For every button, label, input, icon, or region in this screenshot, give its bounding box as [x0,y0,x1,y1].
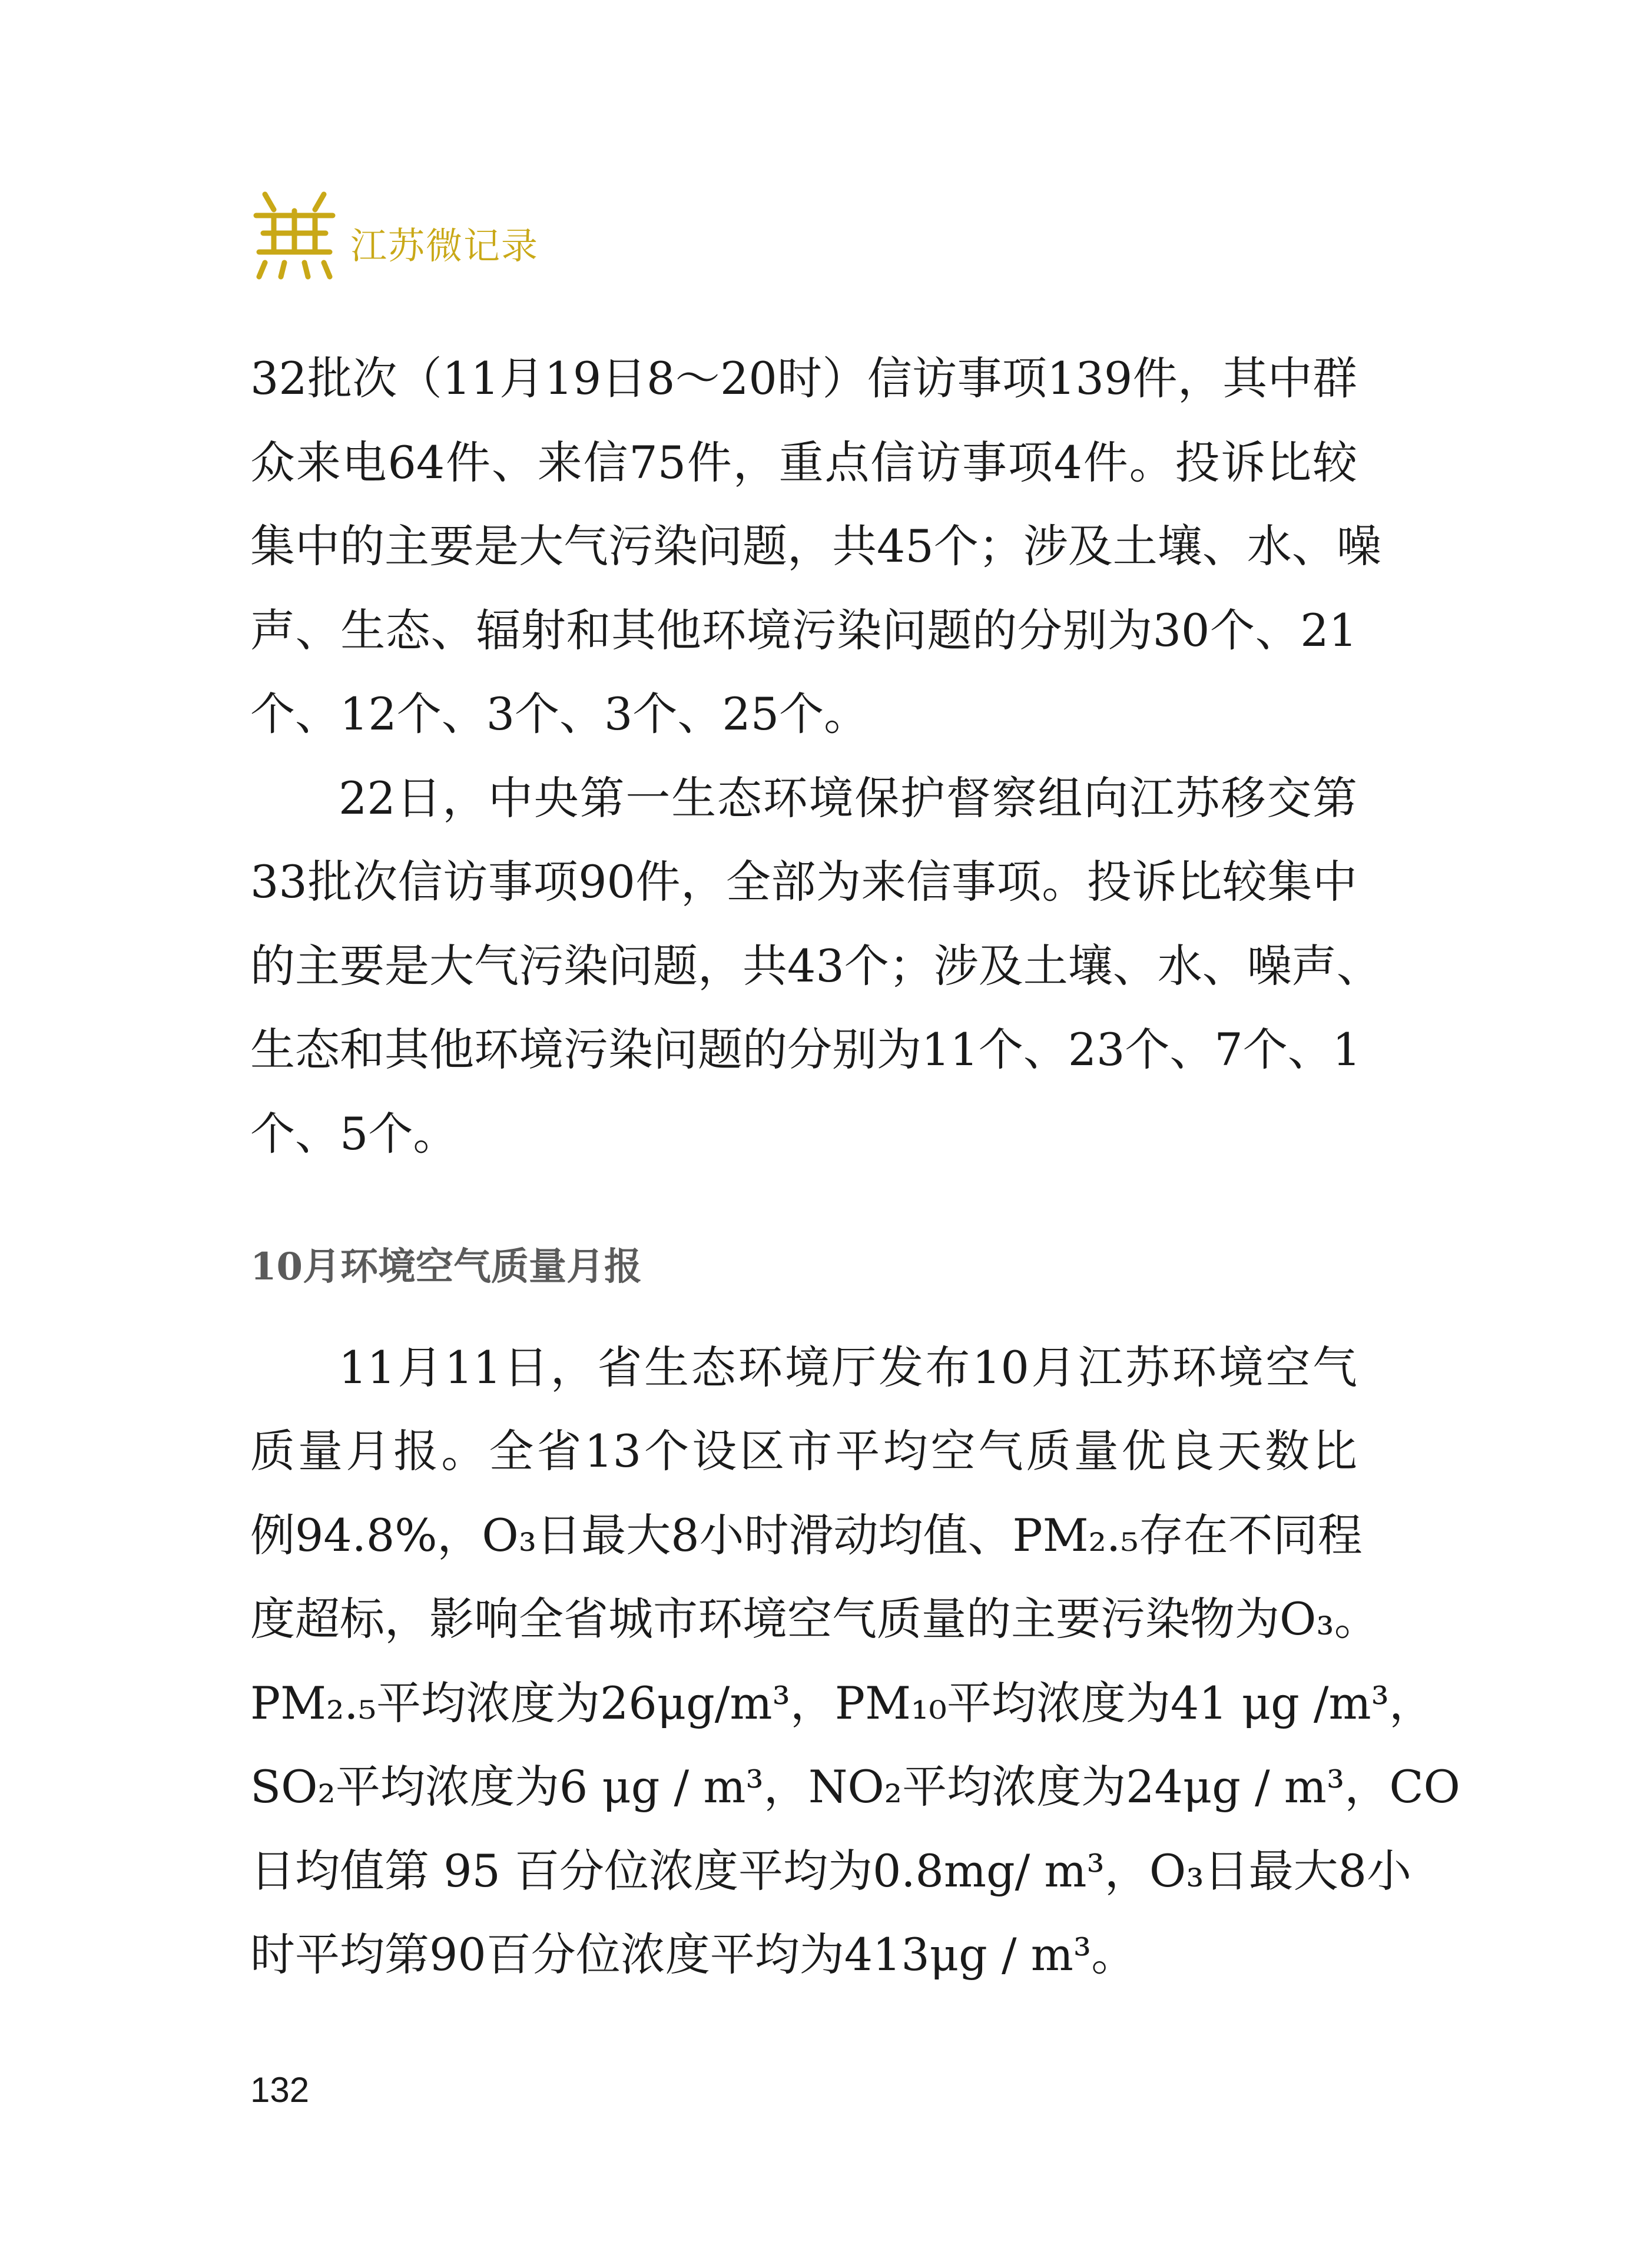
paragraph-1-line-5: 个、12个、3个、3个、25个。 [250,688,869,740]
paragraph-2-line-2: 33批次信访事项90件，全部为来信事项。投诉比较集中 [250,856,1357,908]
paragraph-1-line-4: 声、生态、辐射和其他环境污染问题的分别为30个、21 [250,604,1357,656]
paragraph-2-line-3: 的主要是大气污染问题，共43个；涉及土壤、水、噪声、 [250,940,1381,992]
section-line-4: 度超标，影响全省城市环境空气质量的主要污染物为O₃。 [250,1593,1379,1645]
section-line-7: 日均值第 95 百分位浓度平均为0.8mg/ m³，O₃日最大8小 [250,1845,1412,1897]
section-heading: 10月环境空气质量月报 [250,1245,642,1289]
paragraph-1-line-1: 32批次（11月19日8～20时）信访事项139件，其中群 [250,352,1357,404]
section-line-6: SO₂平均浓度为6 μg / m³，NO₂平均浓度为24μg / m³，CO [250,1760,1460,1813]
paragraph-1-line-2: 众来电64件、来信75件，重点信访事项4件。投诉比较 [250,436,1357,489]
paragraph-2-line-5: 个、5个。 [250,1108,458,1160]
section-line-3: 例94.8%，O₃日最大8小时滑动均值、PM₂.₅存在不同程 [250,1509,1363,1561]
section-line-8: 时平均第90百分位浓度平均为413μg / m³。 [250,1928,1136,1981]
paragraph-2-line-1: 22日，中央第一生态环境保护督察组向江苏移交第 [339,772,1357,824]
paragraph-1-line-3: 集中的主要是大气污染问题，共45个；涉及土壤、水、噪 [250,520,1381,572]
section-line-2: 质量月报。全省13个设区市平均空气质量优良天数比 [250,1425,1357,1477]
section-line-5: PM₂.₅平均浓度为26μg/m³，PM₁₀平均浓度为41 μg /m³， [250,1677,1434,1729]
section-line-1: 11月11日，省生态环境厅发布10月江苏环境空气 [339,1341,1357,1394]
brand-title: 江苏微记录 [350,224,539,267]
brand-logo-icon [250,187,339,281]
page-number: 132 [250,2070,310,2110]
paragraph-2-line-4: 生态和其他环境污染问题的分别为11个、23个、7个、1 [250,1023,1361,1076]
page-header [250,187,662,287]
